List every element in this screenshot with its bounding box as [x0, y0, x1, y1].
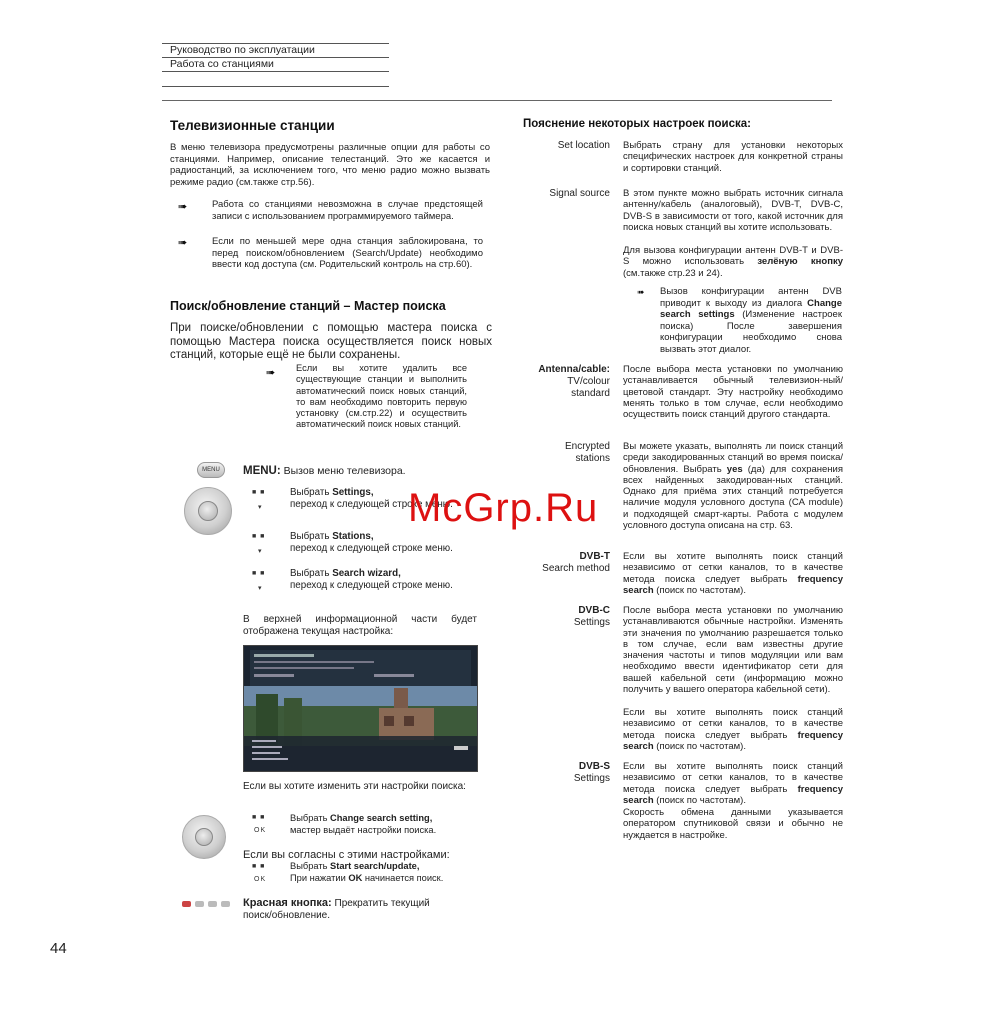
search-wizard-intro: При поиске/обновлении с помощью мастера поиска с помощью Мастера поиска осуществляется поиск новых станций, которые ещё не были сохранены.: [170, 322, 492, 361]
info-text: В верхней информационной части будет отображена текущая настройка:: [243, 614, 477, 637]
dvb-t-label: DVB-T Search method: [542, 551, 610, 574]
dvb-s-label: DVB-S Settings: [573, 761, 610, 784]
up-down-keys-icon: ■ ■: [252, 533, 266, 540]
header-section-title: Работа со станциями: [170, 58, 274, 70]
dvb-t-desc: Если вы хотите выполнять поиск станций независимо от сетки каналов, то в качестве метода поиска следует выбрать frequency search (поиск по частотам).: [623, 551, 843, 596]
page-number: 44: [50, 940, 67, 957]
watermark-logo: McGrp.Ru: [408, 486, 599, 530]
menu-button-icon: MENU: [197, 462, 225, 478]
dvb-sub-note: Вызов конфигурации антенн DVB приводит к выходу из диалога Change search settings (Изменение настроек поиска) После завершения конфигурации необходимо снова вызвать этот диалог.: [660, 286, 842, 355]
menu-line: [243, 465, 406, 477]
color-keys-icon: [182, 898, 234, 908]
right-key-icon: ▾: [258, 504, 263, 511]
dvb-config-desc: Для вызова конфигурации антенн DVB-T и DVB-S можно использовать зелёную кнопку (см.также стр.23 и 24).: [623, 245, 843, 279]
agree-text: Если вы согласны с этими настройками:: [243, 849, 450, 861]
tv-screenshot-image: [243, 645, 478, 772]
set-location-label: Set location: [557, 140, 610, 151]
up-down-keys-icon: ■ ■: [252, 863, 266, 870]
note-first-install: Если вы хотите удалить все существующие станции и выполнить автоматический поиск новых станций, то вам необходимо повторить первую установку (см.стр.22) и осуществить автоматический поиск новых станций.: [296, 363, 467, 430]
tv-stations-title: Телевизионные станции: [170, 118, 335, 133]
signal-source-desc: В этом пункте можно выбрать источник сигнала антенну/кабель (аналоговый), DVB-T, DVB-C, DVB-S в зависимости от того, какой источник для поиска новых станций вы хотите использовать.: [623, 188, 843, 233]
header-manual-title: Руководство по эксплуатации: [170, 44, 315, 56]
step-settings: Выбрать Settings, переход к следующей строке меню.: [290, 487, 453, 510]
arrow-right-icon: ➠: [266, 367, 276, 379]
dvb-s-desc-2: Скорость обмена данными указывается оператором спутниковой связи и обычно не нуждается в настройке.: [623, 807, 843, 841]
step-change-search: Выбрать Change search setting, мастер выдаёт настройки поиска.: [290, 813, 437, 835]
up-down-keys-icon: ■ ■: [252, 814, 266, 821]
signal-source-label: Signal source: [549, 188, 610, 199]
search-wizard-title: Поиск/обновление станций – Мастер поиска: [170, 299, 446, 313]
arrow-right-icon: ➠: [178, 237, 188, 249]
step-start-search: Выбрать Start search/update, При нажатии OK начинается поиск.: [290, 861, 444, 883]
dvb-c-desc: После выбора места установки по умолчанию устанавливаются обычные настройки. Изменять эти значения по умолчанию разрешается только в том случае, если вам известны другие значения частоты и типов модуляции или вам необходимо ввести идентификатор сети для вашей кабельной сети (информацию можно получить у вашего оператора кабельной сети).: [623, 605, 843, 696]
step-search-wizard: Выбрать Search wizard, переход к следующей строке меню.: [290, 568, 453, 591]
set-location-desc: Выбрать страну для установки некоторых специфических настроек для конкретной страны и сортировки станций.: [623, 140, 843, 174]
ok-key-icon: OK: [254, 876, 267, 883]
intro-paragraph: В меню телевизора предусмотрены различные опции для работы со станциями. Например, описание телестанций. Это же касается и радиостанций, за исключением того, что меню радио можно вызвать режиме радио (см.также стр.56).: [170, 142, 490, 188]
note-locked: Если по меньшей мере одна станция заблокирована, то перед поиском/обновлением (Search/Update) необходимо ввести код доступа (см. Родительский контроль на стр.60).: [212, 236, 483, 270]
ok-key-icon: OK: [254, 827, 267, 834]
change-settings-text: Если вы хотите изменить эти настройки поиска:: [243, 781, 466, 792]
arrow-right-icon: ➠: [178, 201, 188, 213]
up-down-keys-icon: ■ ■: [252, 489, 266, 496]
search-settings-title: Пояснение некоторых настроек поиска:: [523, 118, 752, 130]
header-rule-low: [162, 71, 389, 72]
remote-dpad-icon: [182, 815, 226, 859]
menu-text: Вызов меню телевизора.: [283, 465, 406, 477]
right-key-icon: ▾: [258, 585, 263, 592]
dvb-c-desc-2: Если вы хотите выполнять поиск станций независимо от сетки каналов, то в качестве метода поиска следует выбрать frequency search (поиск по частотам).: [623, 707, 843, 752]
remote-dpad-icon: [184, 487, 232, 535]
menu-label: MENU:: [243, 465, 281, 477]
step-stations: Выбрать Stations, переход к следующей строке меню.: [290, 531, 453, 554]
header-rule-bottom: [162, 86, 389, 87]
red-button-line: Красная кнопка: Прекратить текущий поиск/обновление.: [243, 897, 430, 921]
arrow-right-icon: ➠: [637, 287, 645, 297]
dvb-s-desc: Если вы хотите выполнять поиск станций независимо от сетки каналов, то в качестве метода поиска следует выбрать frequency search (поиск по частотам).: [623, 761, 843, 806]
up-down-keys-icon: ■ ■: [252, 570, 266, 577]
encrypted-desc: Вы можете указать, выполнять ли поиск станций среди закодированных станций во время поиска/обновления. Выбрать yes (да) для сохранения всех найденных закодирован-ных станций. Однако для приёма этих станций потребуется наличие модуля условного доступа (CA module) и подходящей смарт-карты. Работа с модулем условного доступа описана на стр. 63.: [623, 441, 843, 532]
page-divider: [162, 100, 832, 101]
antenna-cable-desc: После выбора места установки по умолчанию устанавливается обычный телевизион-ный/цветовой стандарт. Эту настройку необходимо менять только в том случае, если необходимо осуществить поиск станций другого стандарта.: [623, 364, 843, 421]
dvb-c-label: DVB-C Settings: [573, 605, 610, 628]
tv-menu-picture: [244, 646, 477, 771]
right-key-icon: ▾: [258, 548, 263, 555]
note-timer: Работа со станциями невозможна в случае предстоящей записи с использованием программируемого таймера.: [212, 199, 483, 222]
encrypted-label: Encrypted stations: [564, 441, 610, 464]
antenna-cable-label: Antenna/cable: TV/colour standard: [538, 364, 610, 399]
